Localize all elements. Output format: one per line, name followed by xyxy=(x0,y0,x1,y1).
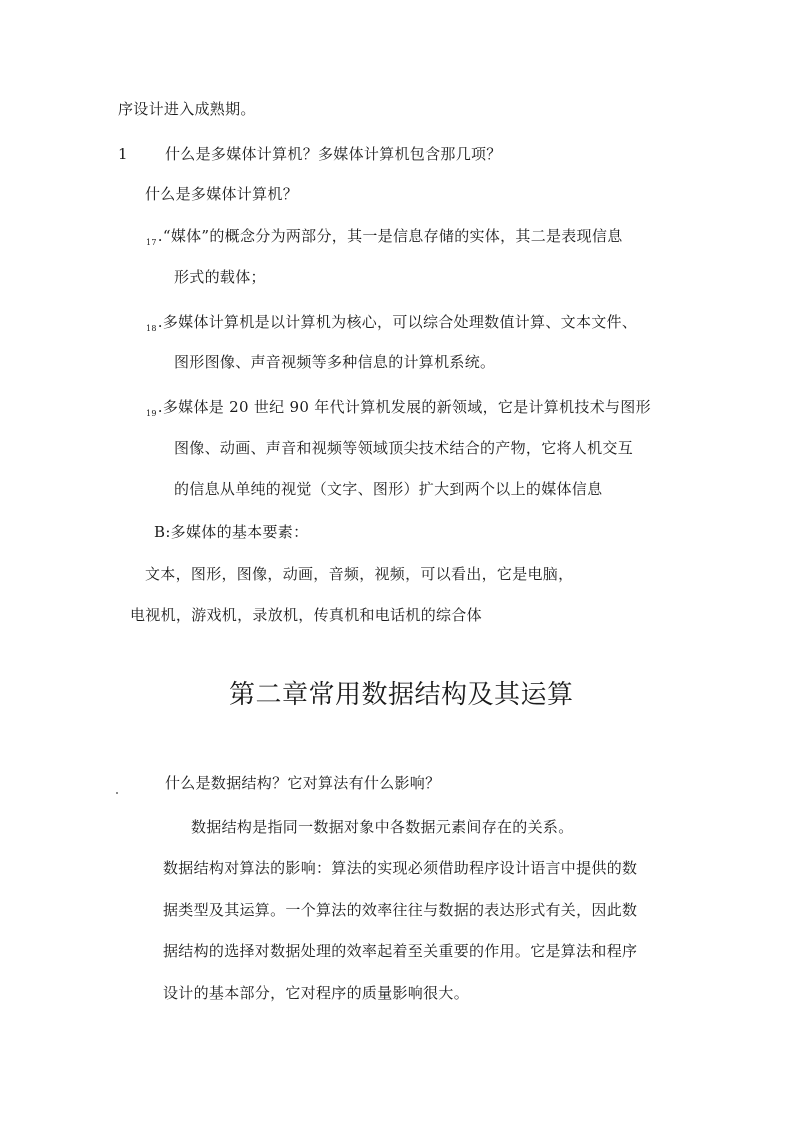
question-text: 什么是多媒体计算机？多媒体计算机包含那几项？ xyxy=(165,145,502,163)
list-item xyxy=(146,226,623,253)
item-continuation: 形式的载体； xyxy=(174,268,266,286)
list-item xyxy=(146,397,651,424)
subheading: 什么是多媒体计算机？ xyxy=(145,185,299,203)
question-text: 什么是数据结构？它对算法有什么影响？ xyxy=(165,774,441,792)
item-number: 19 xyxy=(146,409,157,418)
item-text: .多媒体计算机是以计算机为核心，可以综合处理数值计算、文本文件、 xyxy=(157,313,638,331)
paragraph-line: 电视机，游戏机，录放机，传真机和电话机的综合体 xyxy=(130,606,482,624)
item-number: 17 xyxy=(146,238,157,247)
intro-tail-text: 序设计进入成熟期。 xyxy=(118,100,256,118)
question-number: 1 xyxy=(118,145,128,163)
item-number: 18 xyxy=(146,324,157,333)
item-text: .多媒体是 20 世纪 90 年代计算机发展的新领域，它是计算机技术与图形 xyxy=(157,398,651,416)
paragraph-line: 据结构的选择对数据处理的效率起着至关重要的作用。它是算法和程序 xyxy=(163,942,638,960)
paragraph-line: 数据结构对算法的影响：算法的实现必须借助程序设计语言中提供的数 xyxy=(163,859,638,877)
item-continuation: 图形图像、声音视频等多种信息的计算机系统。 xyxy=(174,353,496,371)
item-continuation: 图像、动画、声音和视频等领域顶尖技术结合的产物，它将人机交互 xyxy=(174,439,634,457)
section-label: B:多媒体的基本要素： xyxy=(154,523,309,541)
item-continuation: 的信息从单纯的视觉（文字、图形）扩大到两个以上的媒体信息 xyxy=(174,480,603,498)
item-text: .“媒体”的概念分为两部分，其一是信息存储的实体，其二是表现信息 xyxy=(157,227,623,245)
paragraph-line: 文本，图形，图像，动画，音频，视频，可以看出，它是电脑， xyxy=(145,565,574,583)
stray-dot xyxy=(116,792,118,794)
paragraph-line: 设计的基本部分，它对程序的质量影响很大。 xyxy=(163,984,470,1002)
chapter-title: 第二章常用数据结构及其运算 xyxy=(229,680,574,710)
definition-text: 数据结构是指同一数据对象中各数据元素间存在的关系。 xyxy=(191,818,574,836)
paragraph-line: 据类型及其运算。一个算法的效率往往与数据的表达形式有关，因此数 xyxy=(163,901,638,919)
list-item xyxy=(146,312,637,339)
